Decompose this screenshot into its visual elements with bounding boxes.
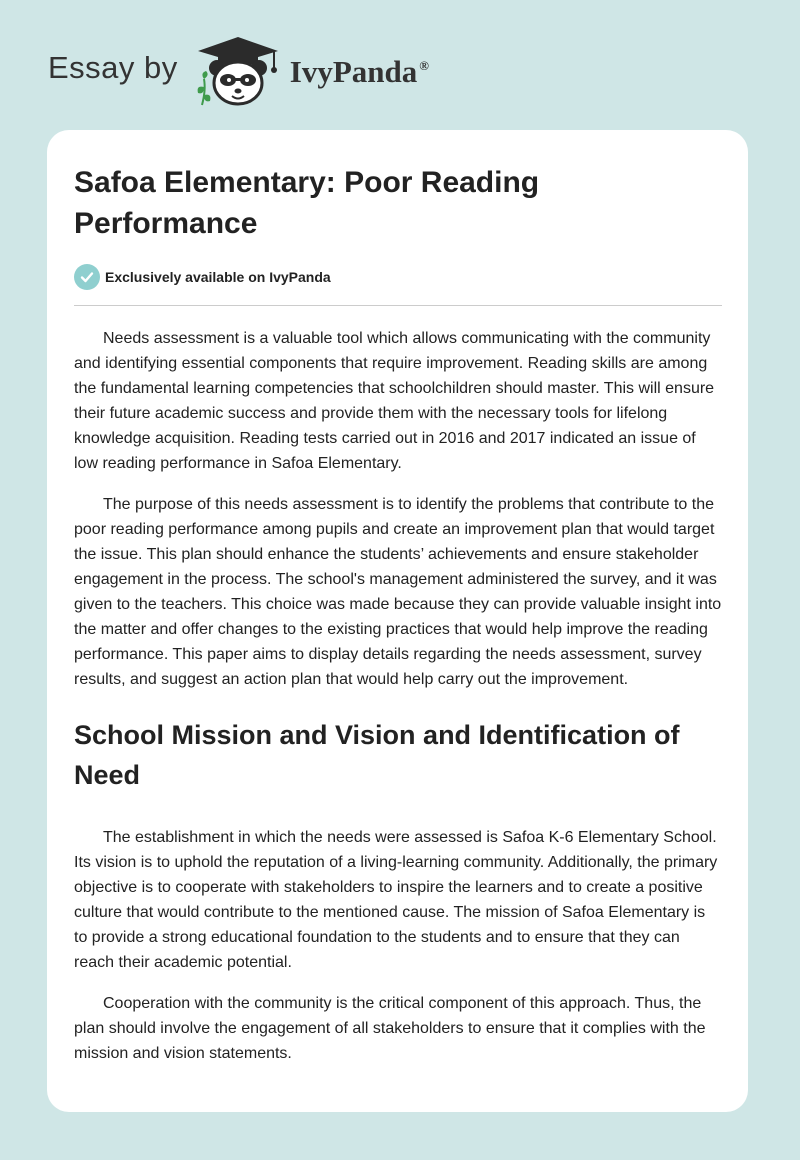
paragraph: The purpose of this needs assessment is to identify the problems that contribute to the poor reading performance among pupils and create an improvement plan that would target the issue. This plan should enhance the students’ achievements and ensure stakeholder engagement in the process. The school's management administered the survey, and it was given to the teachers. This choice was made because they can provide valuable insight into the matter and offer changes to the existing practices that would help improve the reading performance. This paper aims to display details regarding the needs assessment, survey results, and suggest an action plan that would help carry out the improvement. — [74, 496, 722, 688]
paragraph: Needs assessment is a valuable tool which allows communicating with the community and identifying essential components that require improvement. Reading skills are among the fundamental learning competencies that schoolchildren should master. This will ensure their future academic success and provide them with the necessary tools for lifelong knowledge acquisition. Reading tests carried out in 2016 and 2017 indicated an issue of low reading performance in Safoa Elementary. — [74, 330, 715, 472]
site-header — [48, 36, 429, 106]
exclusive-badge-label: Exclusively available on IvyPanda — [105, 269, 331, 285]
exclusive-badge — [74, 263, 722, 291]
check-icon — [74, 264, 100, 290]
essay-title: Safoa Elementary: Poor Reading Performance — [74, 166, 540, 240]
essay-card — [47, 130, 748, 1112]
ivypanda-brand-name[interactable]: IvyPanda ® — [289, 54, 429, 89]
title-divider — [74, 305, 722, 306]
ivypanda-panda-icon[interactable] — [192, 35, 284, 107]
paragraph: Cooperation with the community is the critical component of this approach. Thus, the plan should involve the engagement of all stakeholders to ensure that it complies with the mission and vision statements. — [74, 995, 706, 1062]
registered-mark: ® — [419, 58, 429, 73]
essay-body — [74, 326, 722, 1066]
essay-by-label: Essay by — [48, 50, 178, 85]
section-heading: School Mission and Vision and Identification of Need — [74, 720, 680, 790]
paragraph: The establishment in which the needs were assessed is Safoa K-6 Elementary School. Its vision is to uphold the reputation of a living-learning community. Additionally, the primary objective is to cooperate with stakeholders to inspire the learners and to create a positive culture that would contribute to the mentioned cause. The mission of Safoa Elementary is to provide a strong educational foundation to the students and to ensure that they can reach their academic potential. — [74, 829, 718, 971]
